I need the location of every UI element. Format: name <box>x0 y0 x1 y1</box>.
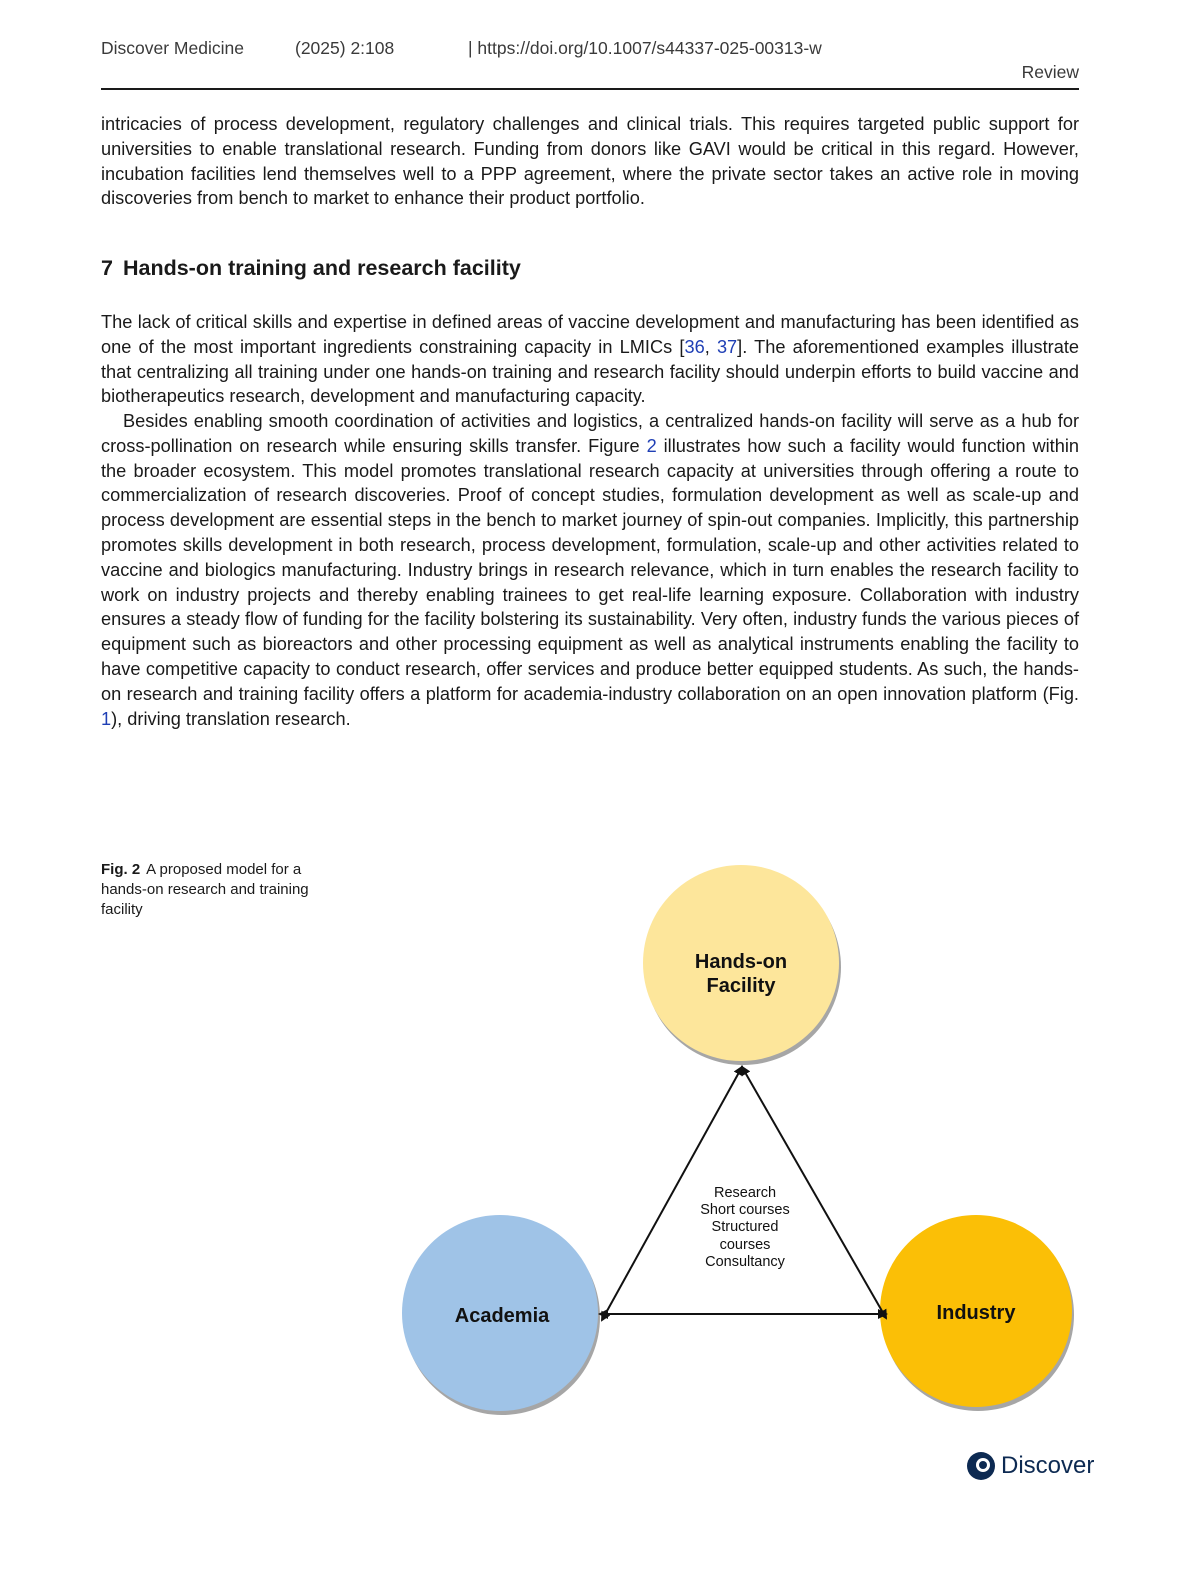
paragraph-text: illustrates how such a facility would function within the broader ecosystem. This model promotes translational research capacity at universities through offering a route to commercialization of research discoveries. Proof of concept studies, formulation development as well as scale-up and process development are essential steps in the bench to market journey of spin-out companies. Implicitly, this partnership promotes skills development in both research, process development, formulation, scale-up and other activities related to vaccine and biologics manufacturing. Industry brings in research relevance, which in turn enables the research facility to work on industry projects and thereby enabling trainees to get real-life learning exposure. Collaboration with industry ensures a steady flow of funding for the facility bolstering its sustainability. Very often, industry funds the various pieces of equipment such as bioreactors and other processing equipment as well as analytical instruments enabling the facility to have competitive capacity to conduct research, offer services and produce better equipped students. As such, the hands-on research and training facility offers a platform for academia-industry collaboration on an open innovation platform (Fig. <box>101 435 1079 704</box>
center-item: courses <box>719 1237 771 1253</box>
paragraph-continued: intricacies of process development, regulatory challenges and clinical trials. This requires targeted public support for universities to enable translational research. Funding from donors like GAVI would be critical in this regard. However, incubation facilities lend themselves well to a PPP agreement, where the private sector takes an active role in moving discoveries from bench to market to enhance their product portfolio. <box>101 114 1079 209</box>
figure-caption-text: A proposed model for a hands-on research and training facility <box>101 861 309 918</box>
discover-logo[interactable] <box>965 1450 1095 1484</box>
center-item: Consultancy <box>705 1254 785 1270</box>
section-heading <box>101 256 521 281</box>
center-item: Research <box>713 1185 777 1201</box>
diagram-svg <box>390 855 1090 1425</box>
paragraph-text: ]. The aforementioned examples illustrate that centralizing all training under one hands-on training and research facility should underpin efforts to build vaccine and biotherapeutics research, development and manufacturing capacity. <box>101 336 1080 407</box>
paragraph-text: , <box>704 336 717 357</box>
citation-link[interactable]: 37 <box>716 336 738 357</box>
figure-caption <box>101 860 311 920</box>
section-title: Hands-on training and research facility <box>122 256 521 280</box>
figure-link[interactable]: 2 <box>646 435 657 456</box>
paragraph-text: The lack of critical skills and expertise in defined areas of vaccine development and manufacturing has been identified as one of the most important ingredients constraining capacity in LMICs [ <box>101 312 1079 357</box>
figure-diagram <box>390 855 1090 1430</box>
discover-logo-text: Discover <box>1001 1452 1095 1479</box>
discover-logo-icon <box>965 1450 997 1482</box>
paragraph-facility <box>101 409 1079 731</box>
paragraph-text: ), driving translation research. <box>111 708 351 729</box>
journal-name: Discover Medicine <box>101 38 244 58</box>
running-header <box>101 38 1079 90</box>
center-item: Short courses <box>700 1202 790 1218</box>
article-type: Review <box>1021 62 1079 82</box>
citation-link[interactable]: 36 <box>684 336 705 357</box>
figure-label: Fig. 2 <box>101 861 141 878</box>
paragraph-skills <box>101 310 1079 409</box>
figure-link[interactable]: 1 <box>101 708 112 729</box>
academia-label: Academia <box>454 1305 550 1327</box>
header-rule <box>101 88 1079 90</box>
year-volume: (2025) 2:108 <box>295 38 395 58</box>
center-item: Structured <box>711 1219 779 1235</box>
paragraph-text: Besides enabling smooth coordination of activities and logistics, a centralized hands-on facility will serve as a hub for cross-pollination on research while ensuring skills transfer. Figure <box>101 411 1079 456</box>
industry-label: Industry <box>936 1302 1016 1324</box>
section-number: 7 <box>101 256 113 280</box>
facility-label-line2: Facility <box>706 975 776 997</box>
doi-link[interactable]: | https://doi.org/10.1007/s44337-025-00313-w <box>468 38 822 58</box>
facility-label-line1: Hands-on <box>694 951 788 973</box>
